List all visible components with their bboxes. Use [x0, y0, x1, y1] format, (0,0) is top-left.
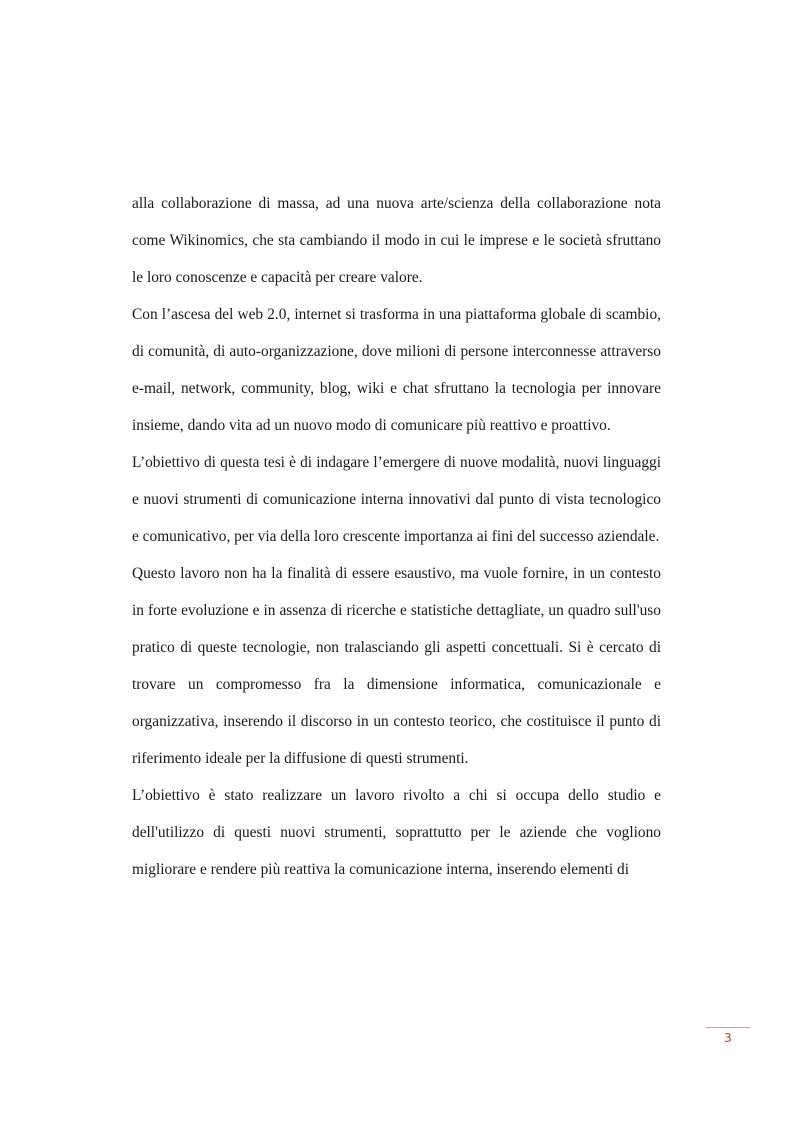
page-number: 3 — [724, 1031, 732, 1045]
paragraph-2: Con l’ascesa del web 2.0, internet si trasforma in una piattaforma globale di scambio, di comunità, di auto-organizzazione, dove milioni di persone interconnesse attraverso e-mail, network, community, blog, wiki e chat sfruttano la tecnologia per innovare insieme, dando vita ad un nuovo modo di comunicare più reattivo e proattivo. — [132, 306, 661, 434]
paragraph-5: L’obiettivo è stato realizzare un lavoro rivolto a chi si occupa dello studio e dell'utilizzo di questi nuovi strumenti, soprattutto per le aziende che vogliono migliorare e rendere più reattiva la comunicazione interna, inserendo elementi di — [132, 787, 661, 878]
body-text — [132, 185, 661, 888]
paragraph-1: alla collaborazione di massa, ad una nuova arte/scienza della collaborazione nota come Wikinomics, che sta cambiando il modo in cui le imprese e le società sfruttano le loro conoscenze e capacità per creare valore. — [132, 195, 661, 286]
footer-rule — [706, 1027, 750, 1028]
paragraph-3: L’obiettivo di questa tesi è di indagare l’emergere di nuove modalità, nuovi linguaggi e nuovi strumenti di comunicazione interna innovativi dal punto di vista tecnologico e comunicativo, per via della loro crescente importanza ai fini del successo aziendale. — [132, 454, 661, 545]
paragraph-4: Questo lavoro non ha la finalità di essere esaustivo, ma vuole fornire, in un contesto in forte evoluzione e in assenza di ricerche e statistiche dettagliate, un quadro sull'uso pratico di queste tecnologie, non tralasciando gli aspetti concettuali. Si è cercato di trovare un compromesso fra la dimensione informatica, comunicazionale e organizzativa, inserendo il discorso in un contesto teorico, che costituisce il punto di riferimento ideale per la diffusione di questi strumenti. — [132, 565, 661, 767]
